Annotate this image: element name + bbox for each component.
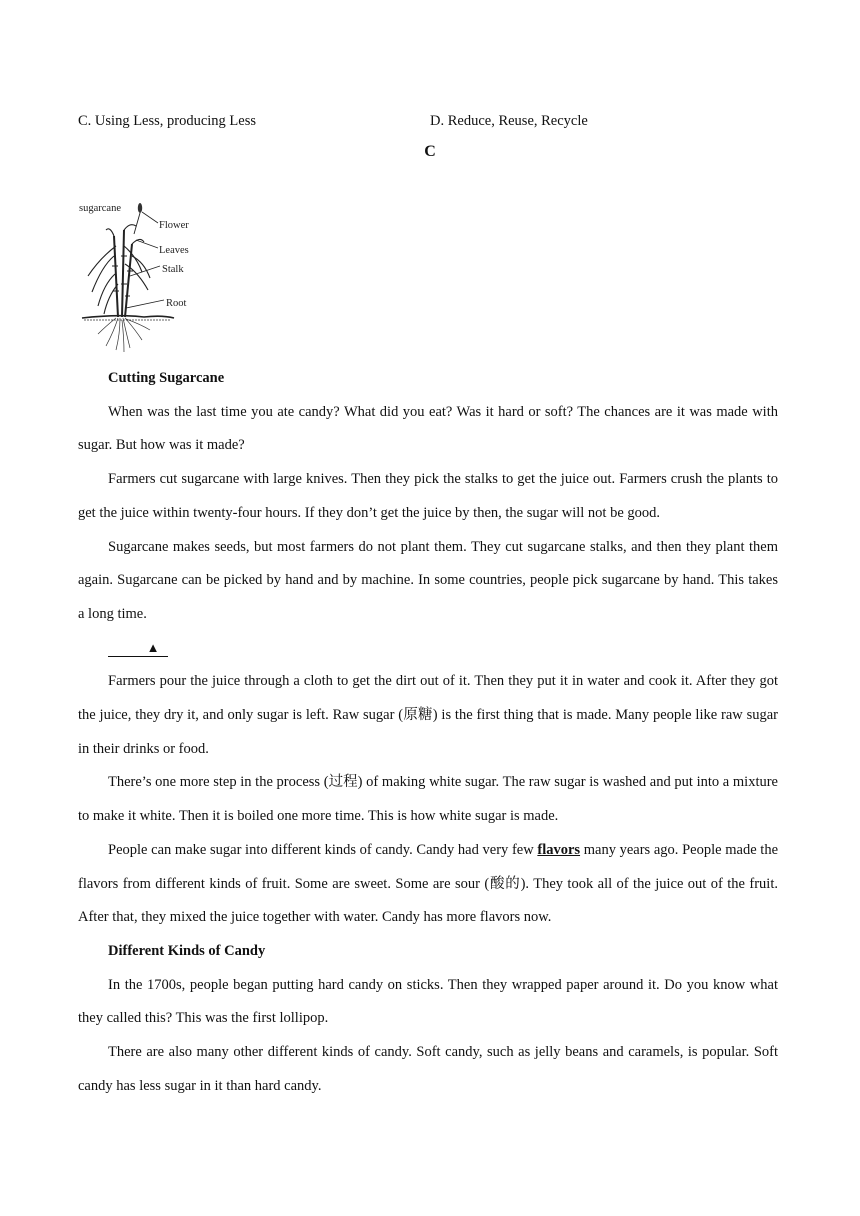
option-d: D. Reduce, Reuse, Recycle [430, 113, 588, 129]
section-letter: C [424, 143, 436, 160]
diagram-label-sugarcane: sugarcane [79, 203, 121, 214]
underlined-word-flavors: flavors [537, 841, 581, 858]
heading-different-kinds-of-candy: Different Kinds of Candy [108, 942, 266, 959]
paragraph-8: There are also many other different kinds of candy. Soft candy, such as jelly beans and caramels, is popular. Soft candy has less sugar in it than hard candy. [78, 1044, 778, 1094]
paragraph-3: Sugarcane makes seeds, but most farmers do not plant them. They cut sugarcane stalks, and then they plant them again. Sugarcane can be picked by hand and by machine. In some countries, people pick sugarcane by hand. This takes a long time. [78, 538, 778, 622]
diagram-label-leaves: Leaves [159, 245, 189, 256]
answer-options [78, 113, 778, 133]
diagram-label-stalk: Stalk [162, 264, 184, 275]
diagram-label-flower: Flower [159, 220, 189, 231]
paragraph-4: Farmers pour the juice through a cloth to get the dirt out of it. Then they put it in water and cook it. After they got the juice, they dry it, and only sugar is left. Raw sugar (原糖) is the first thing that is made. Many people like raw sugar in their drinks or food. [78, 673, 778, 757]
paragraph-7: In the 1700s, people began putting hard candy on sticks. Then they wrapped paper around it. Do you know what they called this? This was the first lollipop. [78, 976, 778, 1027]
paragraph-1: When was the last time you ate candy? What did you eat? Was it hard or soft? The chances are it was made with sugar. But how was it made? [78, 403, 778, 454]
paragraph-6-text-b: many years ago. People made the flavors from different kinds of fruit. Some are sweet. Some are sour (酸的). They took all of the juice out of the fruit. After that, they mixed the juice together with water. Candy has more flavors now. [78, 841, 779, 926]
heading-cutting-sugarcane: Cutting Sugarcane [108, 370, 225, 386]
paragraph-5: There’s one more step in the process (过程) of making white sugar. The raw sugar is washed and put into a mixture to make it white. Then it is boiled one more time. This is how white sugar is made. [78, 774, 778, 825]
paragraph-2: Farmers cut sugarcane with large knives. Then they pick the stalks to get the juice out. Farmers crush the plants to get the juice within twenty-four hours. If they don’t get the juice by then, the sugar will not be good. [78, 471, 778, 521]
diagram-label-root: Root [166, 298, 187, 309]
sugarcane-diagram [78, 196, 208, 354]
blank-paragraph [78, 632, 778, 666]
paragraph-6-text-a: People can make sugar into different kinds of candy. Candy had very few [108, 841, 538, 858]
passage-text [78, 362, 778, 1103]
paragraph-6 [78, 834, 778, 935]
option-c: C. Using Less, producing Less [78, 113, 257, 129]
answer-blank: ▲ [108, 640, 168, 657]
